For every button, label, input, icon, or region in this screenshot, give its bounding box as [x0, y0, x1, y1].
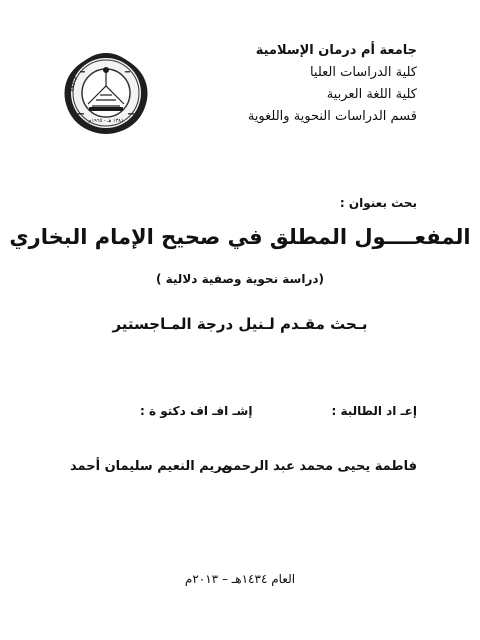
university-name: جامعة أم درمان الإسلامية [255, 43, 417, 58]
student-name: فاطمة يحيى محمد عبد الرحمن [221, 459, 417, 474]
institution-header [197, 40, 417, 128]
university-seal-icon [62, 49, 150, 137]
research-intro-label: بحث بعنوان : [339, 196, 417, 210]
university-seal-graphic [62, 49, 150, 137]
seal-ring-text: جامعة [67, 74, 79, 93]
student-label: إعـ اد الطالبة : [331, 404, 417, 418]
supervisor-name: مريم النعيم سليمان أحمد [70, 459, 231, 474]
department-name: قسم الدراسات النحوية واللغوية [247, 109, 417, 124]
graduate-college-name: كلية الدراسات العليا [309, 65, 417, 80]
document-year: العام ١٤٣٤هـ – ٢٠١٣م [184, 572, 296, 586]
degree-statement: بـحث مقـدم لـنيل درجة المـاجستير [112, 315, 368, 333]
research-subtitle: (دراسة نحوية وصفية دلالية ) [155, 272, 325, 286]
research-title: المفعــــول المطلق في صحيح الإمام البخاري [9, 225, 471, 249]
seal-year-text: ١٣٨١ هـ - ١٩٦٥م [88, 118, 124, 124]
supervisor-label: إشـ افـ اف دكتو ة : [140, 404, 253, 418]
arabic-college-name: كلية اللغة العربية [326, 87, 417, 102]
